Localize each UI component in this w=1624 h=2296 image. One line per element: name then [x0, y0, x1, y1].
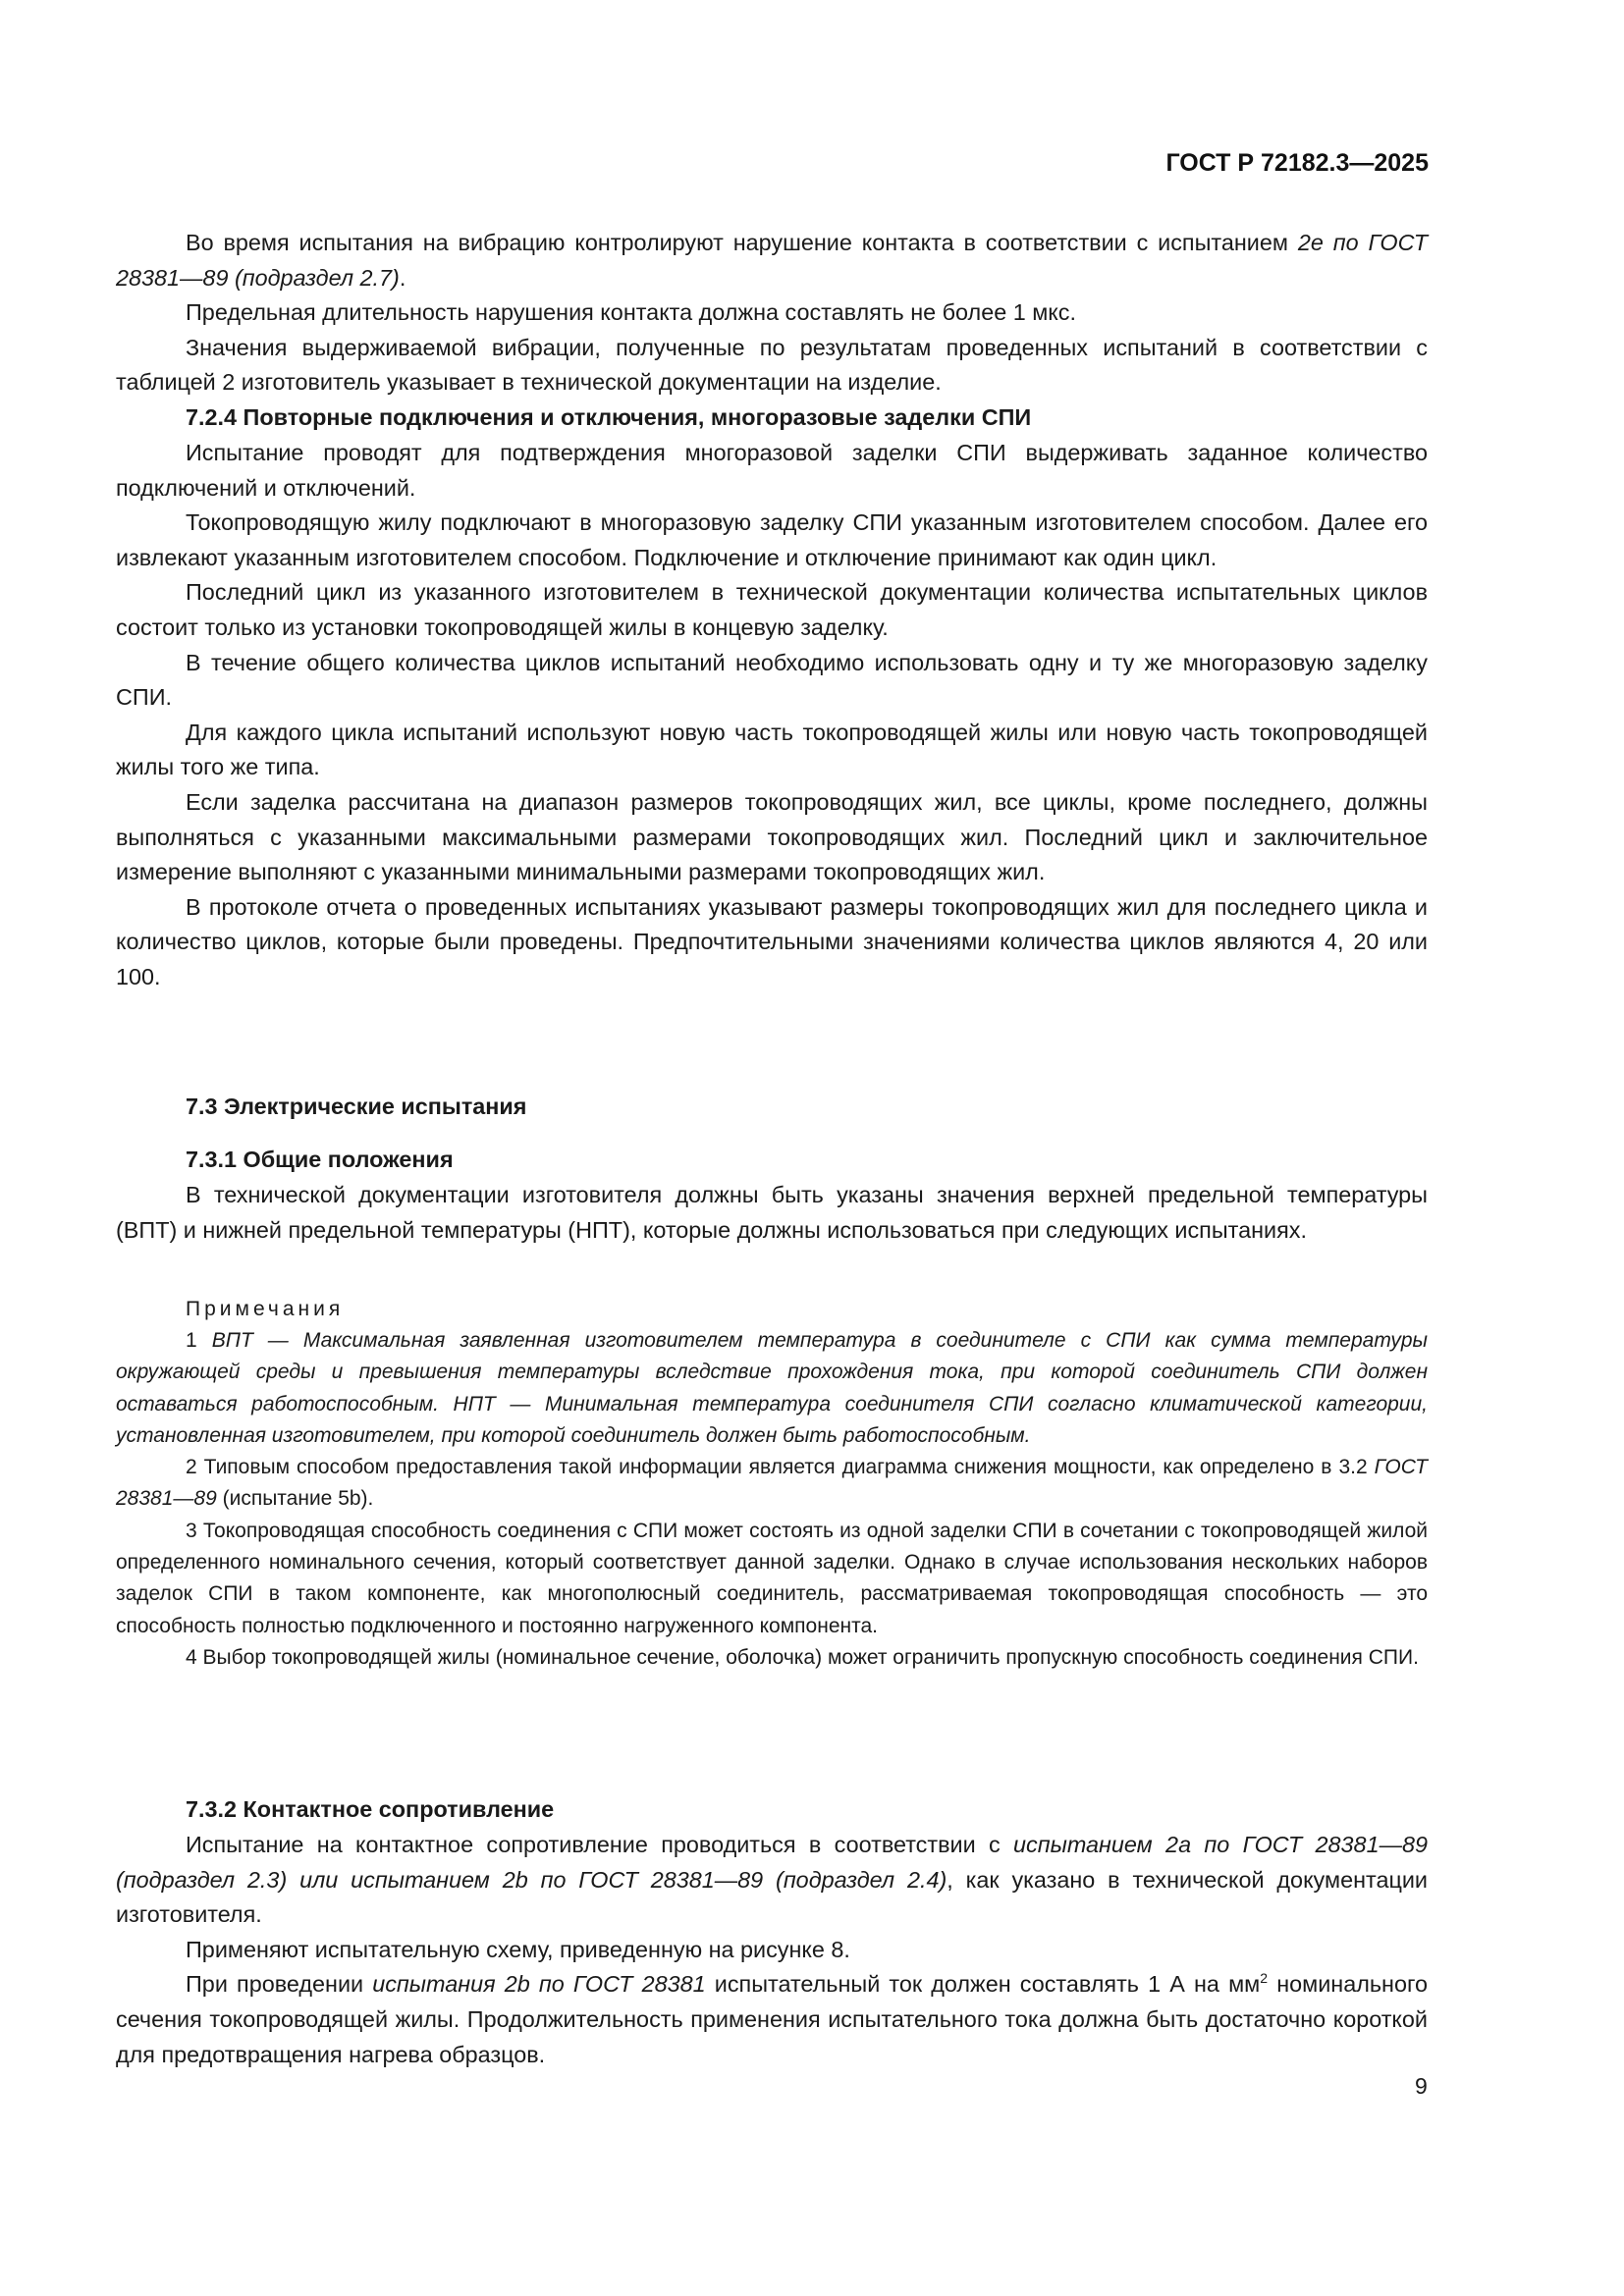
paragraph: Применяют испытательную схему, приведенную на рисунке 8.	[186, 1936, 850, 1962]
paragraph: Испытание на контактное сопротивление проводиться в соответствии с испытанием 2а по ГОСТ 28381—89 (подраздел 2.3) или испытанием 2b по ГОСТ 28381—89 (подраздел 2.4), как указано в технической документации изготовителя.	[116, 1832, 1428, 1928]
section-7-3-2-body	[116, 1828, 1428, 2072]
document-header-id: ГОСТ Р 72182.3—2025	[1165, 149, 1429, 177]
section-heading-7-3-2: 7.3.2 Контактное сопротивление	[186, 1796, 555, 1822]
page-number: 9	[1415, 2073, 1428, 2099]
paragraph: В течение общего количества циклов испытаний необходимо использовать одну и ту же многоразовую заделку СПИ.	[116, 649, 1428, 711]
paragraph: Если заделка рассчитана на диапазон размеров токопроводящих жил, все циклы, кроме последнего, должны выполняться с указанными максимальными размерами токопроводящих жил. Последний цикл и заключительное измерение выполняют с указанными минимальными размерами токопроводящих жил.	[116, 788, 1428, 885]
note-1: 1 ВПТ — Максимальная заявленная изготовителем температура в соединителе с СПИ как сумма температуры окружающей среды и превышения температуры вследствие прохождения тока, при которой соединитель СПИ должен оставаться работоспособным. НПТ — Минимальная температура соединителя СПИ согласно климатической категории, установленная изготовителем, при которой соединитель должен быть работоспособным.	[116, 1329, 1428, 1447]
section-heading-7-3: 7.3 Электрические испытания	[186, 1094, 527, 1119]
section-heading-7-2-4: 7.2.4 Повторные подключения и отключения, многоразовые заделки СПИ	[186, 404, 1032, 430]
paragraph: Во время испытания на вибрацию контролируют нарушение контакта в соответствии с испытанием 2е по ГОСТ 28381—89 (подраздел 2.7).	[116, 230, 1428, 291]
paragraph: Для каждого цикла испытаний используют новую часть токопроводящей жилы или новую часть токопроводящей жилы того же типа.	[116, 719, 1428, 780]
paragraph: Испытание проводят для подтверждения многоразовой заделки СПИ выдерживать заданное количество подключений и отключений.	[116, 440, 1428, 501]
note-2: 2 Типовым способом предоставления такой информации является диаграмма снижения мощности, как определено в 3.2 ГОСТ 28381—89 (испытание 5b).	[116, 1456, 1428, 1511]
section-heading-7-3-1: 7.3.1 Общие положения	[186, 1147, 454, 1172]
section-7-3-1-body	[116, 1178, 1428, 1248]
intro-paragraphs	[116, 226, 1428, 400]
note-4: 4 Выбор токопроводящей жилы (номинальное сечение, оболочка) может ограничить пропускную способность соединения СПИ.	[186, 1645, 1419, 1669]
paragraph: Значения выдерживаемой вибрации, полученные по результатам проведенных испытаний в соответствии с таблицей 2 изготовитель указывает в технической документации на изделие.	[116, 334, 1428, 396]
notes-list	[116, 1325, 1428, 1674]
paragraph: В протоколе отчета о проведенных испытаниях указывают размеры токопроводящих жил для последнего цикла и количество циклов, которые были проведены. Предпочтительными значениями количества циклов являются 4, 20 или 100.	[116, 893, 1428, 989]
paragraph: Последний цикл из указанного изготовителем в технической документации количества испытательных циклов состоит только из установки токопроводящей жилы в концевую заделку.	[116, 579, 1428, 640]
section-7-2-4-body	[116, 436, 1428, 995]
paragraph: Токопроводящую жилу подключают в многоразовую заделку СПИ указанным изготовителем способом. Далее его извлекают указанным изготовителем способом. Подключение и отключение принимают как один цикл.	[116, 509, 1428, 570]
paragraph: В технической документации изготовителя должны быть указаны значения верхней предельной температуры (ВПТ) и нижней предельной температуры (НПТ), которые должны использоваться при следующих испытаниях.	[116, 1182, 1428, 1243]
notes-title: Примечания	[186, 1298, 345, 1320]
reference: 2е по ГОСТ 28381—89 (подраздел 2.7)	[116, 230, 1428, 291]
paragraph: Предельная длительность нарушения контакта должна составлять не более 1 мкс.	[186, 299, 1076, 326]
paragraph: При проведении испытания 2b по ГОСТ 28381 испытательный ток должен составлять 1 А на $мм^2$ номинального сечения токопроводящей жилы. Продолжительность применения испытательного тока должна быть достаточно короткой для предотвращения нагрева образцов.	[116, 1970, 1428, 2067]
note-3: 3 Токопроводящая способность соединения с СПИ может состоять из одной заделки СПИ в сочетании с токопроводящей жилой определенного номинального сечения, который соответствует данной заделки. Однако в случае использования нескольких наборов заделок СПИ в таком компоненте, как многополюсный соединитель, рассматриваемая токопроводящая способность — это способность полностью подключенного и постоянно нагруженного компонента.	[116, 1519, 1428, 1637]
